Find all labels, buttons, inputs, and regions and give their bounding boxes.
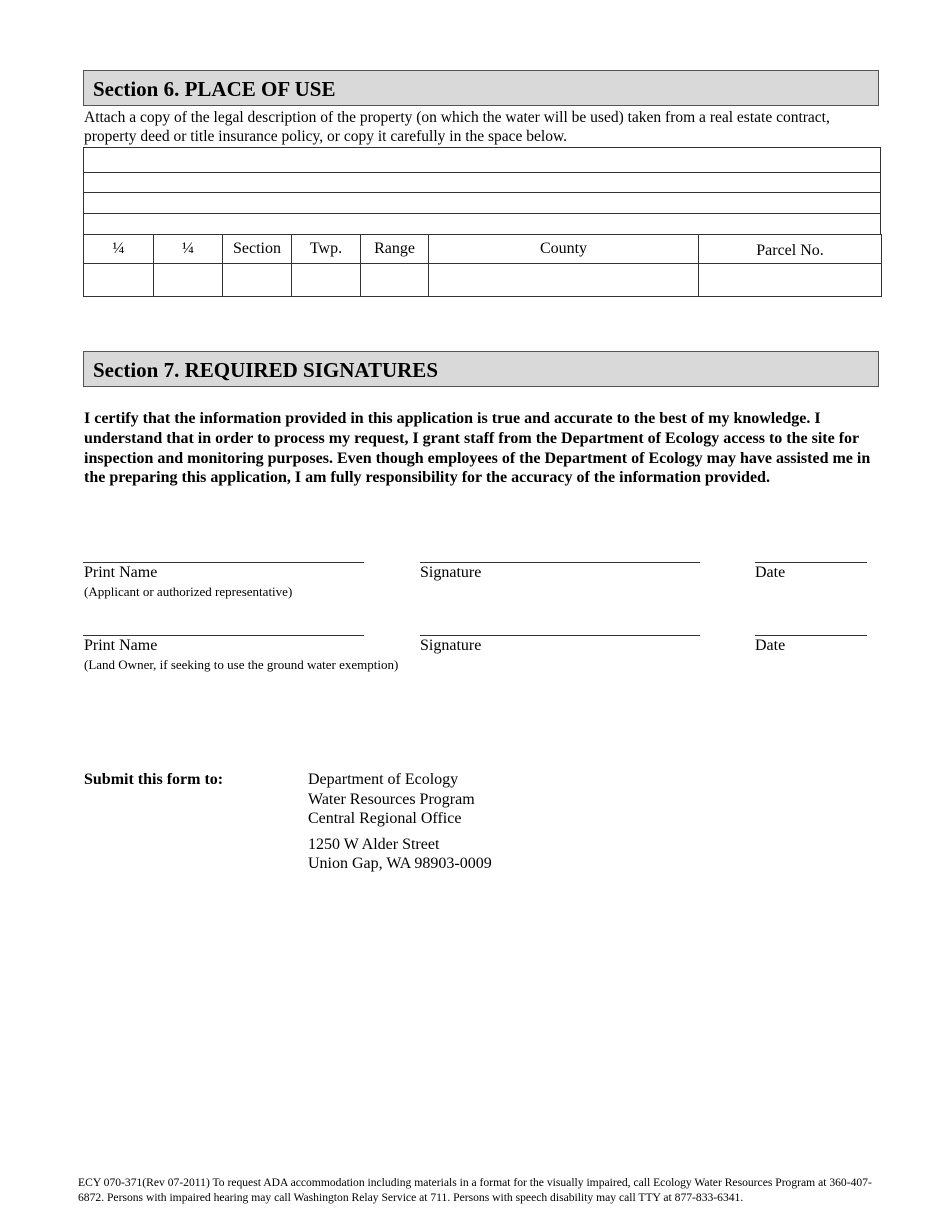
legal-description-line[interactable]	[84, 172, 880, 173]
legal-description-line[interactable]	[84, 192, 880, 193]
address-office: Central Regional Office	[308, 810, 462, 827]
range-field[interactable]	[361, 264, 429, 297]
township-header: Twp.	[292, 235, 361, 264]
quarter-field[interactable]	[154, 264, 223, 297]
applicant-signature-label: Signature	[420, 564, 482, 581]
section-6-header: Section 6. PLACE OF USE	[83, 70, 879, 106]
applicant-date-line[interactable]	[755, 562, 867, 563]
quarter-quarter-field[interactable]	[84, 264, 154, 297]
applicant-print-name-label: Print Name	[84, 564, 158, 581]
parcel-number-field[interactable]	[699, 264, 882, 297]
section-7-header: Section 7. REQUIRED SIGNATURES	[83, 351, 879, 387]
address-street: 1250 W Alder Street	[308, 836, 440, 853]
quarter-quarter-header: ¼	[84, 235, 154, 264]
parcel-number-header: Parcel No.	[699, 235, 882, 264]
applicant-print-name-line[interactable]	[83, 562, 364, 563]
section-6-instructions: Attach a copy of the legal description of the property (on which the water will be used) taken from a real estate contract, property deed or title insurance policy, or copy it carefully in the space below.	[84, 109, 830, 145]
quarter-header: ¼	[154, 235, 223, 264]
range-header: Range	[361, 235, 429, 264]
address-city-state-zip: Union Gap, WA 98903-0009	[308, 855, 492, 872]
landowner-print-name-label: Print Name	[84, 637, 158, 654]
county-header: County	[429, 235, 699, 264]
township-field[interactable]	[292, 264, 361, 297]
location-table	[83, 234, 882, 297]
address-department: Department of Ecology	[308, 771, 459, 788]
certification-statement: I certify that the information provided in this application is true and accurate to the best of my knowledge. I understand that in order to process my request, I grant staff from the Department of Ecology access to the site for inspection and monitoring purposes. Even though employees of the Department of Ecology may have assisted me in the preparing this application, I am fully responsibility for the accuracy of the information provided.	[84, 410, 871, 487]
legal-description-box[interactable]	[83, 147, 881, 235]
section-field[interactable]	[223, 264, 292, 297]
landowner-signature-line[interactable]	[420, 635, 700, 636]
submit-form-label: Submit this form to:	[84, 771, 224, 788]
landowner-date-label: Date	[755, 637, 786, 654]
applicant-print-name-note: (Applicant or authorized representative)	[84, 584, 293, 599]
location-table-header-row	[84, 235, 882, 264]
footer-note: ECY 070-371(Rev 07-2011) To request ADA accommodation including materials in a format for the visually impaired, call Ecology Water Resources Program at 360-407-6872. Persons with impaired hearing may call Washington Relay Service at 711. Persons with speech disability may call TTY at 877-833-6341.	[78, 1176, 872, 1204]
section-header: Section	[223, 235, 292, 264]
applicant-date-label: Date	[755, 564, 786, 581]
landowner-date-line[interactable]	[755, 635, 867, 636]
landowner-print-name-note: (Land Owner, if seeking to use the ground water exemption)	[84, 657, 399, 672]
county-field[interactable]	[429, 264, 699, 297]
landowner-print-name-line[interactable]	[83, 635, 364, 636]
landowner-signature-label: Signature	[420, 637, 482, 654]
address-program: Water Resources Program	[308, 791, 475, 808]
location-table-row	[84, 264, 882, 297]
applicant-signature-line[interactable]	[420, 562, 700, 563]
legal-description-line[interactable]	[84, 213, 880, 214]
